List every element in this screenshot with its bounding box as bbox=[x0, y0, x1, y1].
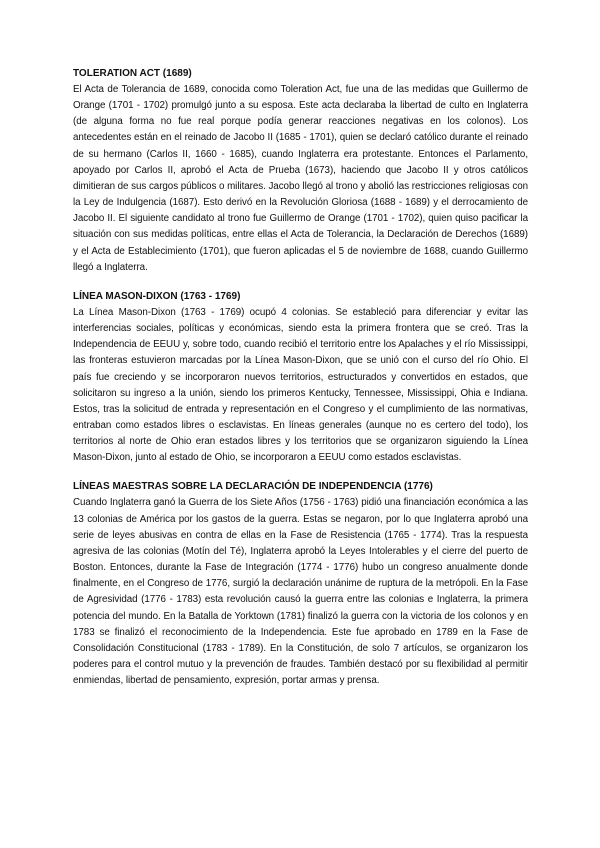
section-paragraph: El Acta de Tolerancia de 1689, conocida como Toleration Act, fue una de las medidas que Guillermo de Orange (1701 - 1702) promulgó junto a su esposa. Este acta declaraba la libertad de culto en Inglaterra (de alguna forma no fue real porque podía generar reacciones negativas en los colonos). Los antecedentes están en el reinado de Jacobo II (1685 - 1701), quien se declaró católico durante el reinado de su hermano (Carlos II, 1660 - 1685), cuando Inglaterra era protestante. Entonces el Parlamento, apoyado por Carlos II, aprobó el Acta de Prueba (1673), haciendo que Jacobo II y otros católicos dimitieran de sus cargos públicos o militares. Jacobo llegó al trono y abolió las restricciones religiosas con la Ley de Indulgencia (1687). Esto derivó en la Revolución Gloriosa (1688 - 1689) y el derrocamiento de Jacobo II. El siguiente candidato al trono fue Guillermo de Orange (1701 - 1702), quien quiso pacificar la situación con sus medidas políticas, entre ellas el Acta de Tolerancia, la Declaración de Derechos (1689) y el Acta de Establecimiento (1701), que fueron aplicadas el 5 de noviembre de 1688, cuando Guillermo llegó a Inglaterra. bbox=[73, 84, 528, 273]
section-heading: LÍNEAS MAESTRAS SOBRE LA DECLARACIÓN DE INDEPENDENCIA (1776) bbox=[73, 481, 433, 493]
section-paragraph: Cuando Inglaterra ganó la Guerra de los Siete Años (1756 - 1763) pidió una financiación económica a las 13 colonias de América por los gastos de la guerra. Estas se negaron, por lo que Inglaterra aprobó una serie de leyes abusivas en contra de ellas en la Fase de Resistencia (1765 - 1774). Tras la respuesta agresiva de las colonias (Motín del Té), Inglaterra aprobó la Leyes Intolerables y el cierre del puerto de Boston. Entonces, durante la Fase de Integración (1774 - 1776) hubo un congreso anualmente donde finalmente, en el Congreso de 1776, surgió la declaración unánime de ruptura de la metrópoli. En la Fase de Agresividad (1776 - 1783) esta revolución causó la guerra entre las colonias e Inglaterra, la primera potencia del mundo. En la Batalla de Yorktown (1781) finalizó la guerra con la victoria de los colonos y en 1783 se finalizó el reconocimiento de la Independencia. Este fue aprobado en 1789 en la Fase de Consolidación Constitucional (1783 - 1789). En la Constitución, de solo 7 artículos, se organizaron los poderes para el control mutuo y la prevención de fraudes. También destacó por su flexibilidad al permitir enmiendas, libertad de pensamiento, expresión, portar armas y prensa. bbox=[73, 497, 528, 687]
section-heading: TOLERATION ACT (1689) bbox=[73, 68, 192, 79]
section-heading: LÍNEA MASON-DIXON (1763 - 1769) bbox=[73, 290, 241, 302]
section-toleration-act bbox=[73, 66, 528, 276]
section-declaracion-independencia bbox=[73, 479, 528, 689]
section-linea-mason-dixon bbox=[73, 289, 528, 467]
document-page bbox=[73, 66, 528, 702]
section-paragraph: La Línea Mason-Dixon (1763 - 1769) ocupó 4 colonias. Se estableció para diferenciar y evitar las interferencias sociales, políticas y económicas, siendo esta la primera frontera que se creó. Tras la Independencia de EEUU y, sobre todo, cuando recibió el territorio entre los Apalaches y el río Mississippi, las fronteras estuvieron marcadas por la Línea Mason-Dixon, que se unió con el curso del río Ohio. El país fue creciendo y se incorporaron nuevos territorios, estructurados y convertidos en estados, que solicitaron su ingreso a la unión, siendo los primeros Kentucky, Tennessee, Mississippi, Ohia e Indiana. Estos, tras la solicitud de entrada y representación en el Congreso y el cumplimiento de las normativas, entraban como estados libres o esclavistas. En líneas generales (aunque no es certero del todo), los territorios al norte de Ohio eran estados libres y los territorios que se organizaron siguiendo la Línea Mason-Dixon, junto al estado de Ohio, se incorporaron a EEUU como estados esclavistas. bbox=[73, 306, 528, 464]
